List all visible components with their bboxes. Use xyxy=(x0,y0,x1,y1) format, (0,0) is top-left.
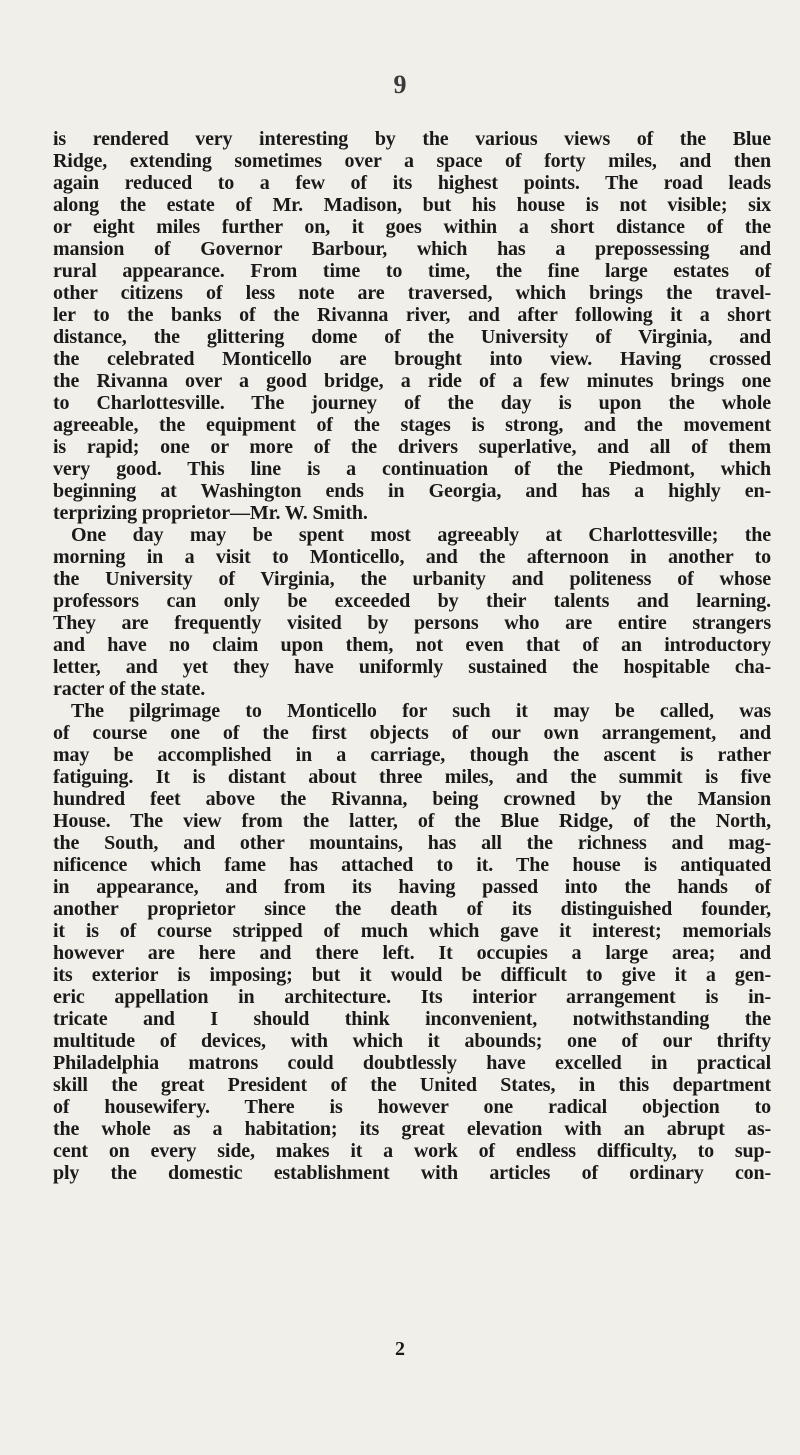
text-line: again reduced to a few of its highest points. The road leads xyxy=(53,172,771,194)
text-line: letter, and yet they have uniformly sustained the hospitable cha- xyxy=(53,656,771,678)
text-line: morning in a visit to Monticello, and the afternoon in another to xyxy=(53,546,771,568)
text-line: its exterior is imposing; but it would be difficult to give it a gen- xyxy=(53,964,771,986)
text-line: ler to the banks of the Rivanna river, and after following it a short xyxy=(53,304,771,326)
text-line: and have no claim upon them, not even that of an introductory xyxy=(53,634,771,656)
text-line: fatiguing. It is distant about three miles, and the summit is five xyxy=(53,766,771,788)
text-line: it is of course stripped of much which gave it interest; memorials xyxy=(53,920,771,942)
text-line: One day may be spent most agreeably at Charlottesville; the xyxy=(71,524,771,546)
text-line: tricate and I should think inconvenient, notwithstanding the xyxy=(53,1008,771,1030)
body-text xyxy=(53,128,771,1184)
text-line: Philadelphia matrons could doubtlessly have excelled in practical xyxy=(53,1052,771,1074)
text-line: House. The view from the latter, of the Blue Ridge, of the North, xyxy=(53,810,771,832)
text-line: eric appellation in architecture. Its interior arrangement is in- xyxy=(53,986,771,1008)
text-line: multitude of devices, with which it abounds; one of our thrifty xyxy=(53,1030,771,1052)
paragraph xyxy=(53,524,771,700)
text-line: nificence which fame has attached to it. The house is antiquated xyxy=(53,854,771,876)
text-line: in appearance, and from its having passed into the hands of xyxy=(53,876,771,898)
text-line: may be accomplished in a carriage, though the ascent is rather xyxy=(53,744,771,766)
paragraph xyxy=(53,128,771,524)
text-line: agreeable, the equipment of the stages is strong, and the movement xyxy=(53,414,771,436)
text-line: terprizing proprietor—Mr. W. Smith. xyxy=(53,502,368,524)
text-line: another proprietor since the death of its distinguished founder, xyxy=(53,898,771,920)
text-line: the whole as a habitation; its great elevation with an abrupt as- xyxy=(53,1118,771,1140)
text-line: the South, and other mountains, has all the richness and mag- xyxy=(53,832,771,854)
text-line: racter of the state. xyxy=(53,678,206,700)
text-line: however are here and there left. It occupies a large area; and xyxy=(53,942,771,964)
text-line: cent on every side, makes it a work of endless difficulty, to sup- xyxy=(53,1140,771,1162)
text-line: of course one of the first objects of our own arrangement, and xyxy=(53,722,771,744)
text-line: They are frequently visited by persons who are entire strangers xyxy=(53,612,771,634)
text-line: the celebrated Monticello are brought into view. Having crossed xyxy=(53,348,771,370)
page-number: 9 xyxy=(393,70,407,99)
text-line: distance, the glittering dome of the University of Virginia, and xyxy=(53,326,771,348)
text-line: to Charlottesville. The journey of the day is upon the whole xyxy=(53,392,771,414)
paragraph xyxy=(53,700,771,1184)
text-line: The pilgrimage to Monticello for such it may be called, was xyxy=(71,700,771,722)
text-line: ply the domestic establishment with articles of ordinary con- xyxy=(53,1162,771,1184)
text-line: mansion of Governor Barbour, which has a prepossessing and xyxy=(53,238,771,260)
text-line: the Rivanna over a good bridge, a ride of a few minutes brings one xyxy=(53,370,771,392)
text-line: the University of Virginia, the urbanity and politeness of whose xyxy=(53,568,771,590)
text-line: along the estate of Mr. Madison, but his house is not visible; six xyxy=(53,194,771,216)
text-line: or eight miles further on, it goes within a short distance of the xyxy=(53,216,771,238)
text-line: very good. This line is a continuation of the Piedmont, which xyxy=(53,458,771,480)
text-line: of housewifery. There is however one radical objection to xyxy=(53,1096,771,1118)
signature-mark: 2 xyxy=(395,1338,405,1360)
text-line: Ridge, extending sometimes over a space of forty miles, and then xyxy=(53,150,771,172)
text-line: is rapid; one or more of the drivers superlative, and all of them xyxy=(53,436,771,458)
text-line: skill the great President of the United States, in this department xyxy=(53,1074,771,1096)
text-line: other citizens of less note are traversed, which brings the travel- xyxy=(53,282,771,304)
text-line: rural appearance. From time to time, the fine large estates of xyxy=(53,260,771,282)
text-line: is rendered very interesting by the various views of the Blue xyxy=(53,128,771,150)
text-line: professors can only be exceeded by their talents and learning. xyxy=(53,590,771,612)
text-line: hundred feet above the Rivanna, being crowned by the Mansion xyxy=(53,788,771,810)
text-line: beginning at Washington ends in Georgia, and has a highly en- xyxy=(53,480,771,502)
